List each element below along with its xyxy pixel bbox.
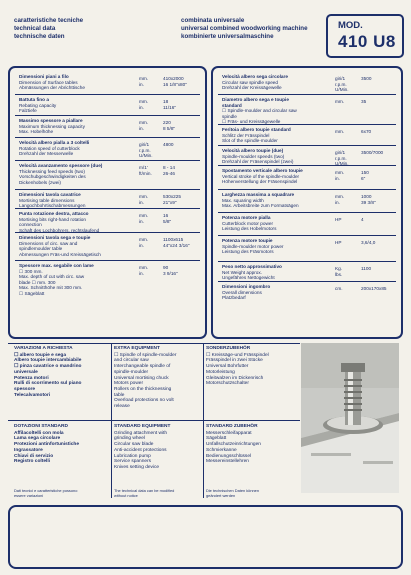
header-left-line: technical data <box>14 24 56 32</box>
header-right-line: universal combined woodworking machine <box>181 24 308 32</box>
model-label: MOD. <box>338 20 363 31</box>
spec-value: 1100 <box>361 266 372 271</box>
spec-title: Larghezza massima a squadrare <box>222 192 295 197</box>
spec-title: Potenza motore pialla <box>222 215 271 220</box>
list-item: Gleitwalzen im Dickenrisch <box>206 375 264 381</box>
spec-unit: mm. in. <box>335 194 345 205</box>
spec-row <box>218 261 396 282</box>
list-item: Protezioni antinfortunistiche <box>14 442 80 448</box>
list-item: Circular saw blade <box>114 442 154 448</box>
spec-title: Velocità albero sega circolare <box>222 74 288 79</box>
sonder-heading: SONDERZUBEHÖR <box>206 346 251 351</box>
dotazioni-column <box>14 424 110 465</box>
spec-title: Velocità albero toupie (due) <box>222 148 284 153</box>
spec-subtitle: Rebating capacity Falztiefe <box>19 102 57 114</box>
footnote-german: Die technischen Daten können geändert werden <box>206 488 259 498</box>
list-item: grinding wheel <box>114 436 145 442</box>
spec-value: 3500 <box>361 76 372 81</box>
spec-row <box>15 160 200 190</box>
spec-subtitle: Spindle-moulder speeds (two) Drehzahl der Fräsenspindel (zwei) <box>222 153 294 165</box>
spec-subtitle: Rotation speed of cutterblock Drehzahl der Messerwelle <box>19 145 80 157</box>
list-item: ☐ Spindle of spindle-moulder <box>114 352 177 358</box>
spec-value: 1100x615 44"x24 3/16" <box>163 237 190 248</box>
spec-name <box>19 235 131 257</box>
spec-subtitle: Spindle-moulder motor power Leistung des Fräsmotors <box>222 243 284 255</box>
spec-value: 150 6" <box>361 170 369 181</box>
list-item: Universal Bohrfutter <box>206 364 249 370</box>
spec-subtitle: Dimension of Surface tables Abmässungen der Abrichttische <box>19 79 85 91</box>
spec-title: Peso netto approssimativo <box>222 264 282 269</box>
spec-unit: cm. <box>335 286 343 291</box>
machine-photo-illustration <box>301 343 399 493</box>
spec-row <box>218 165 396 190</box>
spec-unit: Kg. lbs. <box>335 266 343 277</box>
list-item: Messerschleifapparat <box>206 430 252 436</box>
spec-row <box>218 145 396 166</box>
spec-name <box>222 97 326 125</box>
spec-title: Dimensioni ingombro <box>222 284 271 289</box>
list-item: Interchangeable spindle of <box>114 364 171 370</box>
spec-unit: mm. in. <box>335 170 345 181</box>
spec-name <box>19 97 131 114</box>
spec-subtitle: Maximum thicknessing capacity Max. Hobelhöhe <box>19 123 85 135</box>
spec-name <box>222 215 326 232</box>
spec-subtitle: ☐ 300 mm. Max. depth of cut with circ. saw blade ☐ mm. 300 Max. Schnitthöhe mit 300 mm. ☐ Sägeblatt <box>19 268 85 296</box>
right-spec-panel <box>211 66 403 339</box>
spec-name <box>19 263 131 297</box>
model-number: 410 U8 <box>338 32 396 51</box>
machine-detail-photo <box>301 343 399 493</box>
spec-row <box>218 281 396 332</box>
spec-title: Diametro albero sega e toupie standard <box>222 97 289 108</box>
header-right-line: combinata universale <box>181 17 245 24</box>
std-zubehoer-heading: STANDARD ZUBEHÖR <box>206 424 258 429</box>
spec-subtitle: Circular saw spindle speed Drehzahl der Kreissägewelle <box>222 79 282 91</box>
list-item: Schmierkanne <box>206 447 237 453</box>
spec-name <box>222 284 326 301</box>
list-item: Motorschutzschalter <box>206 381 249 387</box>
spec-subtitle: Thicknessing feed speeds (two) Vorschubgeschwindigkeiten des Dickenhobels (zwei) <box>19 168 86 185</box>
spec-name <box>19 74 131 91</box>
list-item: Rulli di scorrimento sul piano <box>14 381 82 387</box>
spec-unit: mm. in. <box>139 194 149 205</box>
spec-unit: giri/1 r.p.m. U/Min. <box>335 150 349 167</box>
spec-row <box>218 124 396 146</box>
spec-subtitle: ☐ Spindle-moulder and circular saw spindle ☐ Fräs- und Kreissägewelle <box>222 108 297 125</box>
spec-row <box>15 208 200 233</box>
spec-value: 16 5/8" <box>163 213 172 224</box>
variazioni-heading: VARIAZIONI A RICHIESTA <box>14 346 73 351</box>
spec-row <box>218 94 396 125</box>
list-item: Ingrassatore <box>14 447 43 453</box>
spec-value: 410x2000 16 1/8"x80" <box>163 76 187 87</box>
spec-value: 18 11/16" <box>163 99 177 110</box>
spec-name <box>19 163 131 185</box>
spec-value: 1000 39 3/8" <box>361 194 376 205</box>
header-right-title <box>181 17 308 40</box>
list-item: Overload protections no volt <box>114 398 174 404</box>
spec-subtitle: Cutterblock motor power Leistung des Hobelmotors <box>222 220 277 232</box>
list-item: Bedienungsschlüssel <box>206 453 252 459</box>
standard-heading: STANDARD EQUIPMENT <box>114 424 171 429</box>
list-item: Unfallschutzeinrichtungen <box>206 442 261 448</box>
model-badge <box>326 14 404 58</box>
spec-value: 530x225 21"x9" <box>163 194 181 205</box>
spec-title: Dimensioni tavola sega e toupie <box>19 235 91 240</box>
dotazioni-heading: DOTAZIONI STANDARD <box>14 424 68 429</box>
spec-row <box>218 189 396 213</box>
spec-unit: HP <box>335 240 342 245</box>
spec-unit: mm. in. <box>139 99 149 110</box>
spec-subtitle: Mortising bits right-hand rotation connection Schaft des Lochbohrers, rechtslaufend <box>19 216 100 233</box>
spec-title: Velocità avanzamento spessore (due) <box>19 163 103 168</box>
list-item: Registro coltelli <box>14 459 50 465</box>
extra-equipment-column <box>114 346 206 410</box>
spec-title: Massimo spessore a piallare <box>19 118 83 123</box>
spec-title: Spostamento verticale albero toupie <box>222 168 303 173</box>
list-item: Lama sega circolare <box>14 436 61 442</box>
spec-name <box>222 74 326 91</box>
variazioni-column <box>14 346 110 398</box>
spec-name <box>222 264 326 281</box>
spec-row <box>15 232 200 261</box>
spec-value: 4800 <box>163 142 174 147</box>
spec-name <box>19 211 131 233</box>
sonderzubehoer-column <box>206 346 298 387</box>
spec-unit: m/1' ft/min. <box>139 165 152 176</box>
bottom-blank-panel <box>8 505 403 569</box>
spec-row <box>15 260 200 333</box>
extra-heading: EXTRA EQUIPMENT <box>114 346 160 351</box>
list-item: Potenza motori <box>14 375 49 381</box>
spec-unit: mm. in. <box>139 265 149 276</box>
list-item: Motors power <box>114 381 144 387</box>
spec-subtitle: Net Weight approx. Ungefähres Nettogewicht <box>222 269 275 281</box>
footnote-english: The technical data can be modified without notice <box>114 488 175 498</box>
spec-title: Potenza motore toupie <box>222 238 273 243</box>
header-left-line: technische daten <box>14 32 65 40</box>
spec-row <box>218 235 396 262</box>
list-item: universale <box>14 369 38 375</box>
spec-row <box>218 212 396 236</box>
list-item: Chiavi di servizio <box>14 453 54 459</box>
list-item: Knives setting device <box>114 464 160 470</box>
spec-row <box>15 137 200 161</box>
footnote-italian: Dati tecnici e caratteristiche possono essere variazioni <box>14 488 78 498</box>
list-item: Telecalvamotori <box>14 392 51 398</box>
list-item: release <box>114 404 130 410</box>
list-item: ☐ Kreissäge-und Frässpindel <box>206 352 269 358</box>
spec-value: 3500/7000 <box>361 150 384 155</box>
spec-value: 220 8 5/8" <box>163 120 176 131</box>
spec-value: 200x170x85 <box>361 286 387 291</box>
list-item: Affilacoltelli con mola <box>14 430 64 436</box>
standard-zubehoer-column <box>206 424 298 465</box>
spec-name <box>222 238 326 255</box>
spec-value: 8 - 14 26-46 <box>163 165 175 176</box>
spec-value: 35 <box>361 99 367 104</box>
list-item: Messereinstellehren <box>206 459 249 465</box>
spec-value: 90 3 9/16" <box>163 265 178 276</box>
left-spec-panel <box>8 66 207 339</box>
spec-unit: giri/1 r.p.m. U/Min. <box>139 142 153 159</box>
list-item: spessore <box>14 386 36 392</box>
spec-value: 4 <box>361 217 364 222</box>
list-item: Anti-accident protections <box>114 447 167 453</box>
list-item: Frässpindel in zwei Stücke <box>206 358 263 364</box>
spec-name <box>222 148 326 165</box>
spec-name <box>19 192 131 209</box>
spec-unit: mm. <box>335 99 345 104</box>
list-item: Motorleistung <box>206 369 235 375</box>
list-item: Rollers on the thicknessing <box>114 386 172 392</box>
column-divider <box>111 343 112 498</box>
header-left-title <box>14 17 83 40</box>
spec-row <box>218 72 396 94</box>
spec-unit: mm. in. <box>139 213 149 224</box>
list-item: Universal mortising chuck <box>114 375 169 381</box>
list-item: and circular saw <box>114 358 149 364</box>
header-right-line: kombinierte universalmaschine <box>181 32 274 40</box>
spec-subtitle: Schlitz der Frässpindel Slot of the spindle-moulder <box>222 132 278 144</box>
spec-subtitle: Max. squaring width Max. Arbeitsbreite zum Formatsägen <box>222 197 299 209</box>
spec-unit: HP <box>335 217 342 222</box>
list-item: Sägeblatt <box>206 436 227 442</box>
spec-subtitle: Mortising table dimensions Langochbohrtischabmessungen <box>19 197 86 209</box>
spec-title: Spessore max. segabile con lame <box>19 263 94 268</box>
spec-subtitle: Vertical stroke of the spindle-moulder Höhenverstellung der Fräsenspindel <box>222 173 300 185</box>
spec-unit: mm. <box>335 129 345 134</box>
list-item: ☐ pinza cavatrice o mandrino <box>14 364 82 370</box>
spec-value: 3,6/4,0 <box>361 240 376 245</box>
list-item: Lubrication pump <box>114 453 151 459</box>
spec-unit: giri/1 r.p.m. U/Min. <box>335 76 349 93</box>
spec-name <box>222 127 326 144</box>
spec-row <box>15 115 200 138</box>
spec-row <box>15 94 200 116</box>
list-item: Service spanners <box>114 459 152 465</box>
spec-title: Velocità albero pialla a 3 coltelli <box>19 140 90 145</box>
spec-title: Dimensioni piani a filo <box>19 74 69 79</box>
list-item: Grinding attachment with <box>114 430 168 436</box>
spec-title: Feritoia albero toupie standard <box>222 127 291 132</box>
spec-title: Dimensioni tavola cavatrice <box>19 192 81 197</box>
spec-name <box>19 140 131 157</box>
spec-value: 6x70 <box>361 129 372 134</box>
spec-row <box>15 189 200 209</box>
spec-title: Battuta fino a <box>19 97 49 102</box>
spec-name <box>19 118 131 135</box>
spec-row <box>15 72 200 94</box>
section-divider <box>8 343 300 344</box>
list-item: spindle-moulder <box>114 369 149 375</box>
section-divider <box>8 420 300 421</box>
spec-subtitle: Overall dimensions Platzbedarf <box>222 289 262 301</box>
standard-equipment-column <box>114 424 206 471</box>
list-item: table <box>114 392 125 398</box>
list-item: ☐ albero toupie e sega <box>14 352 67 358</box>
spec-unit: mm. in. <box>139 76 149 87</box>
spec-subtitle: Dimensions of circ. saw and spindlemoulder table Abmessungen Fräs-und Kreissägetisch <box>19 240 101 257</box>
spec-unit: mm. in. <box>139 237 149 248</box>
header-left-line: caratteristiche tecniche <box>14 17 84 24</box>
spec-title: Punta rotazione destra, attacco <box>19 211 89 216</box>
spec-name <box>222 168 326 185</box>
list-item: Albero toupie intercambiabile <box>14 358 82 364</box>
spec-unit: mm. in. <box>139 120 149 131</box>
spec-name <box>222 192 326 209</box>
